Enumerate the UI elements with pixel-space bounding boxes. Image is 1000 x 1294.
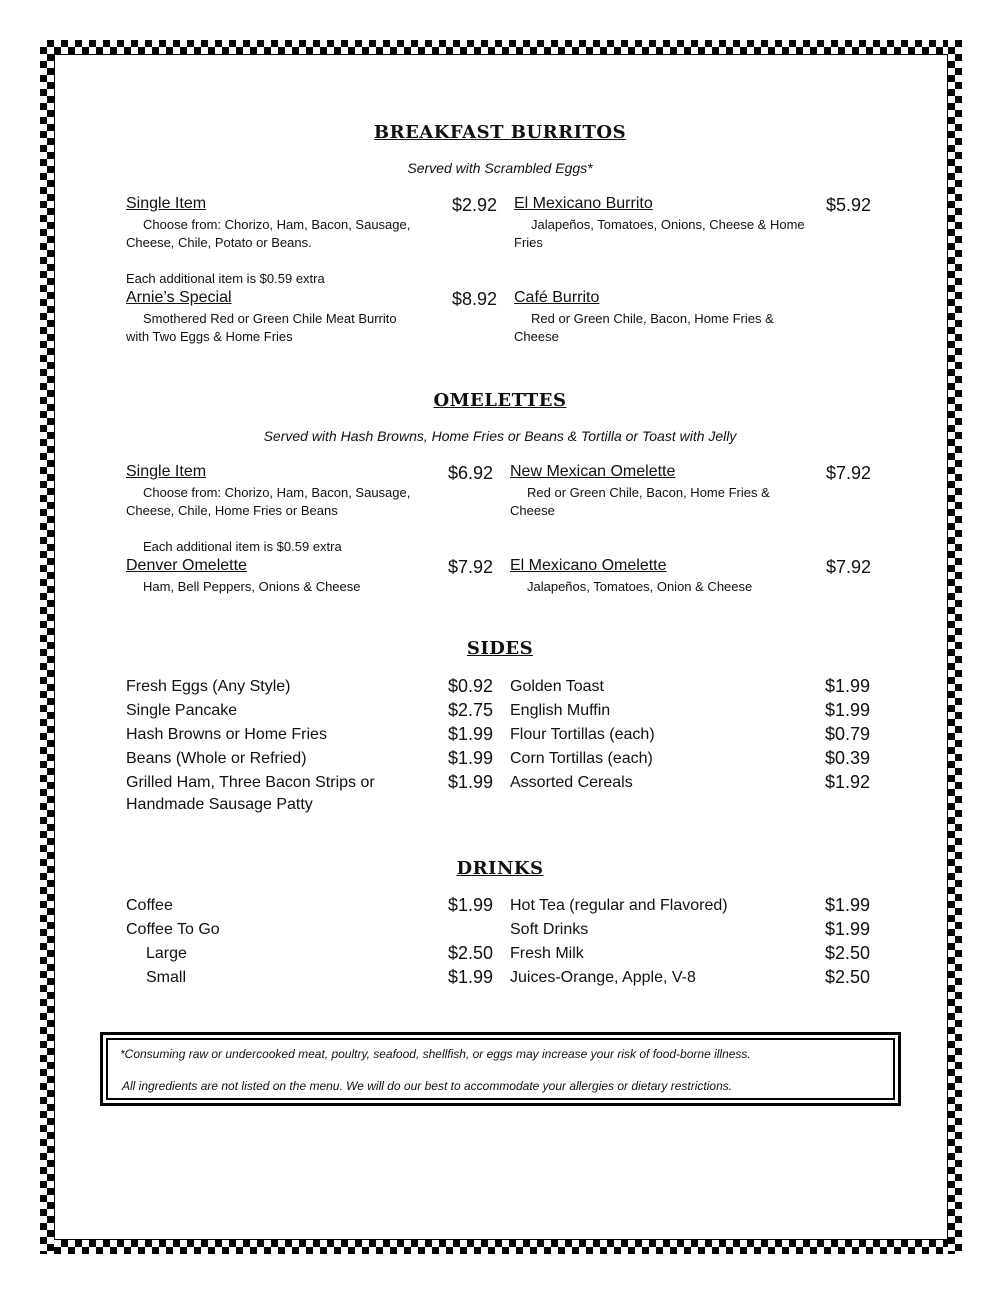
side-item-name: English Muffin <box>510 702 611 719</box>
arnies-special-price: $8.92 <box>451 289 497 309</box>
side-item-price: $1.92 <box>824 772 870 792</box>
side-item-price: $0.39 <box>824 748 870 768</box>
new-mexican-omelette-desc: Red or Green Chile, Bacon, Home Fries & Cheese <box>510 485 770 518</box>
side-item-name: Fresh Eggs (Any Style) <box>126 678 291 695</box>
side-item-name: Single Pancake <box>126 702 238 719</box>
omelette-single-item-desc: Choose from: Chorizo, Ham, Bacon, Sausage, Cheese, Chile, Home Fries or Beans <box>126 485 411 518</box>
side-item-price: $2.75 <box>447 700 493 720</box>
denver-omelette-desc: Ham, Bell Peppers, Onions & Cheese <box>143 579 361 594</box>
checkered-border-bottom <box>40 1240 962 1254</box>
el-mexicano-omelette-price: $7.92 <box>825 557 871 577</box>
omelette-single-item-name: Single Item <box>126 463 207 480</box>
side-item-name: Corn Tortillas (each) <box>510 750 653 767</box>
drink-item-name: Fresh Milk <box>510 945 584 962</box>
burrito-single-item-desc: Choose from: Chorizo, Ham, Bacon, Sausage, Cheese, Chile, Potato or Beans. <box>126 217 411 250</box>
drink-item-name: Coffee <box>126 897 173 914</box>
side-item-price: $0.92 <box>447 676 493 696</box>
side-item-price: $1.99 <box>824 676 870 696</box>
drink-item-name: Coffee To Go <box>126 921 220 938</box>
side-item-price: $0.79 <box>824 724 870 744</box>
side-item-price: $1.99 <box>824 700 870 720</box>
el-mexicano-burrito-price: $5.92 <box>825 195 871 215</box>
side-item-name: Flour Tortillas (each) <box>510 726 655 743</box>
el-mexicano-burrito-desc: Jalapeños, Tomatoes, Onions, Cheese & Home Fries <box>514 217 805 250</box>
side-item-name: Grilled Ham, Three Bacon Strips or Handmade Sausage Patty <box>126 774 375 813</box>
side-item-name: Hash Browns or Home Fries <box>126 726 327 743</box>
new-mexican-omelette-name: New Mexican Omelette <box>510 463 676 480</box>
denver-omelette-price: $7.92 <box>447 557 493 577</box>
omelettes-title: OMELETTES <box>433 390 567 411</box>
drink-item-name: Soft Drinks <box>510 921 589 938</box>
side-item-name: Golden Toast <box>510 678 604 695</box>
side-item-price: $1.99 <box>447 748 493 768</box>
burritos-title: BREAKFAST BURRITOS <box>373 122 627 143</box>
burrito-extra-note: Each additional item is $0.59 extra <box>126 271 325 286</box>
omelettes-subtitle: Served with Hash Browns, Home Fries or Beans & Tortilla or Toast with Jelly <box>263 428 737 444</box>
el-mexicano-omelette-name: El Mexicano Omelette <box>510 557 667 574</box>
drink-item-price: $2.50 <box>447 943 493 963</box>
denver-omelette-name: Denver Omelette <box>126 557 247 574</box>
drink-item-name: Juices-Orange, Apple, V-8 <box>510 969 696 986</box>
drink-item-price: $1.99 <box>824 895 870 915</box>
allergy-notice: All ingredients are not listed on the menu. We will do our best to accommodate your allergies or dietary restrictions. <box>122 1079 733 1093</box>
allergy-notice-box <box>100 1032 901 1106</box>
checkered-border-top <box>40 40 962 54</box>
el-mexicano-burrito-name: El Mexicano Burrito <box>514 195 653 212</box>
drinks-title: DRINKS <box>456 858 544 879</box>
cafe-burrito-name: Café Burrito <box>514 289 600 306</box>
omelette-single-item-price: $6.92 <box>447 463 493 483</box>
side-item-name: Assorted Cereals <box>510 774 633 791</box>
sides-title: SIDES <box>466 638 534 659</box>
burrito-single-item-name: Single Item <box>126 195 207 212</box>
side-item-price: $1.99 <box>447 724 493 744</box>
drink-item-price: $2.50 <box>824 967 870 987</box>
drink-item-price: $1.99 <box>447 967 493 987</box>
burrito-single-item-price: $2.92 <box>451 195 497 215</box>
new-mexican-omelette-price: $7.92 <box>825 463 871 483</box>
drink-item-name: Hot Tea (regular and Flavored) <box>510 897 728 914</box>
cafe-burrito-desc: Red or Green Chile, Bacon, Home Fries & Cheese <box>514 311 774 344</box>
drink-item-price: $1.99 <box>447 895 493 915</box>
side-item-price: $1.99 <box>447 772 493 792</box>
arnies-special-desc: Smothered Red or Green Chile Meat Burrito with Two Eggs & Home Fries <box>126 311 397 344</box>
side-item-name: Beans (Whole or Refried) <box>126 750 307 767</box>
food-safety-notice: *Consuming raw or undercooked meat, poultry, seafood, shellfish, or eggs may increase your risk of food-borne illness. <box>120 1047 751 1061</box>
drink-item-price: $1.99 <box>824 919 870 939</box>
drink-item-name: Small <box>146 969 187 986</box>
drink-item-name: Large <box>146 945 187 962</box>
omelette-extra-note: Each additional item is $0.59 extra <box>143 539 342 554</box>
arnies-special-name: Arnie’s Special <box>126 289 232 306</box>
el-mexicano-omelette-desc: Jalapeños, Tomatoes, Onion & Cheese <box>527 579 753 594</box>
drink-item-price: $2.50 <box>824 943 870 963</box>
burritos-subtitle: Served with Scrambled Eggs* <box>407 160 593 176</box>
